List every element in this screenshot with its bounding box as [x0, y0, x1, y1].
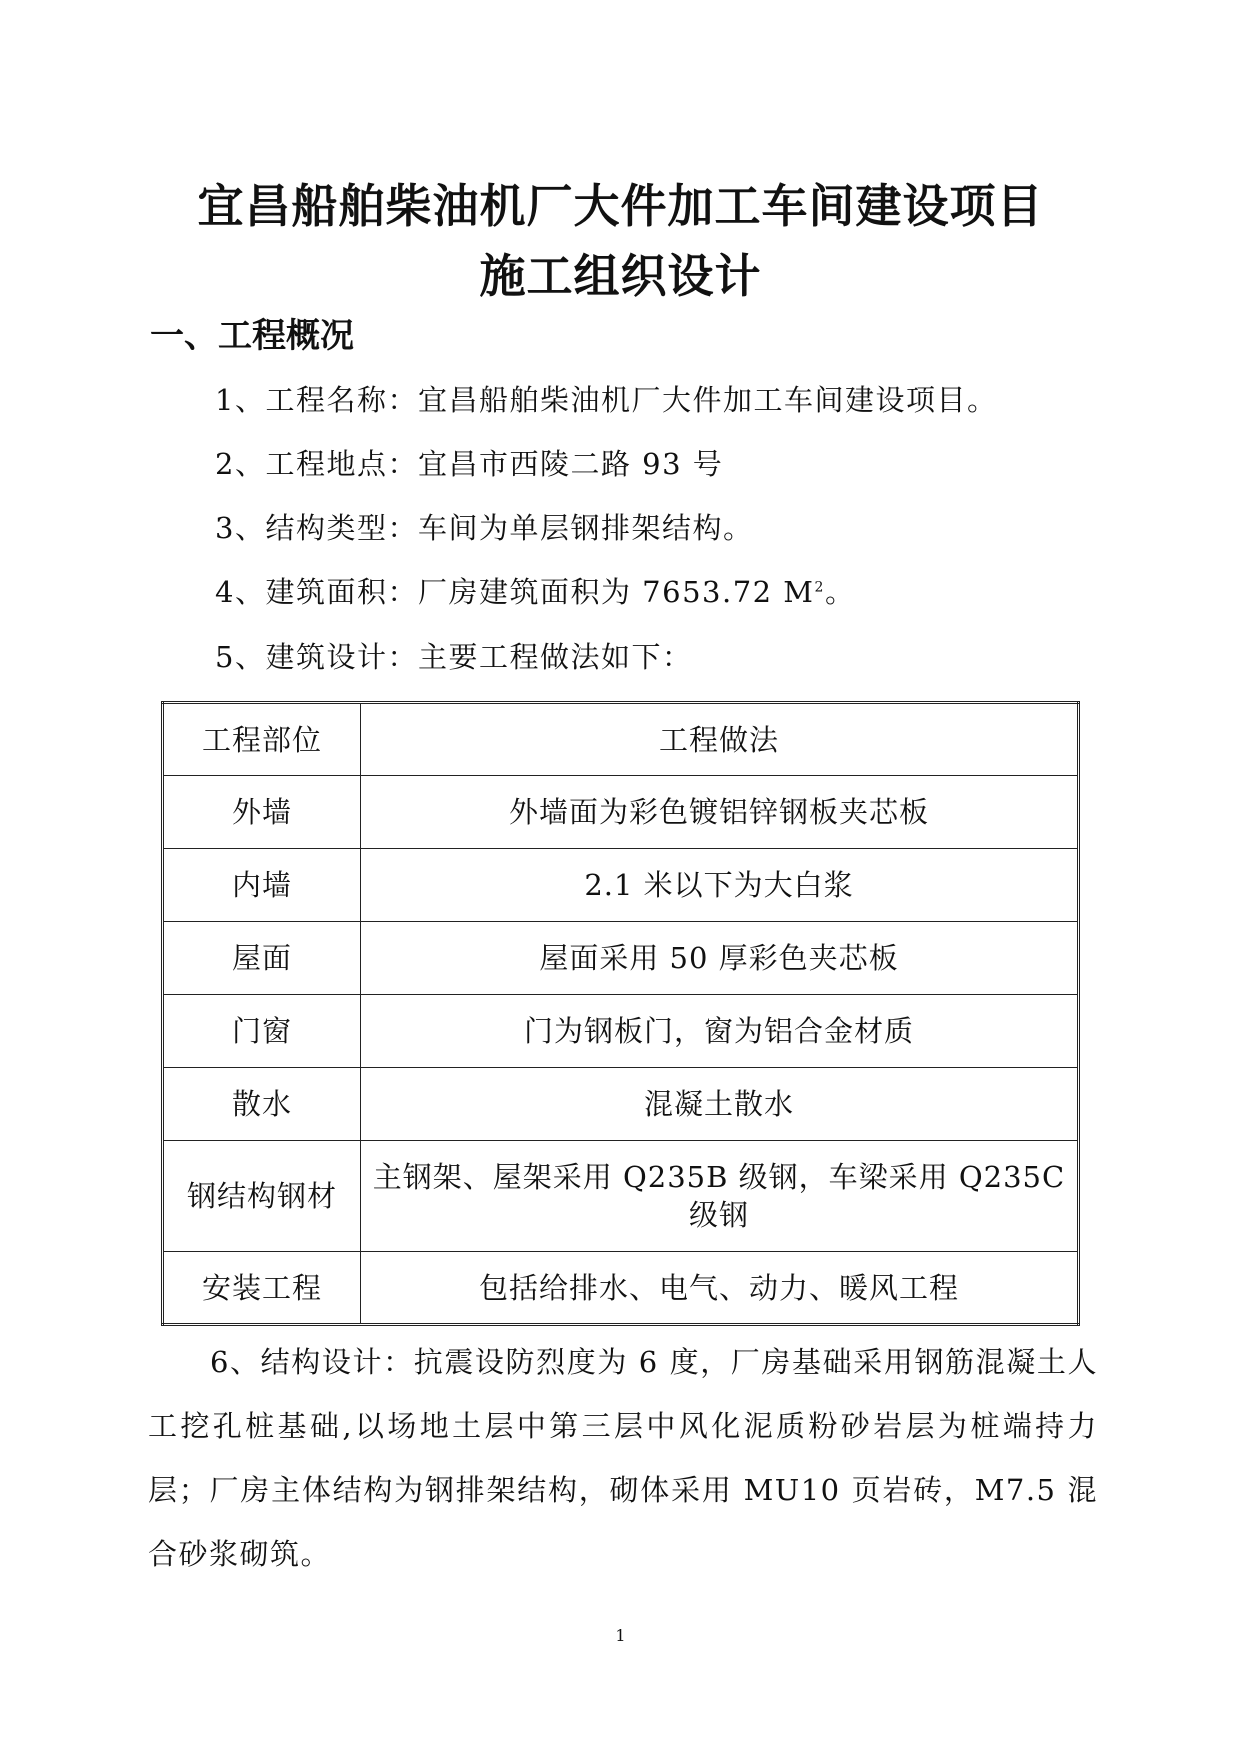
item-label: 5、建筑设计： — [215, 640, 418, 674]
item-architectural-design — [215, 635, 692, 676]
item-value: 宜昌市西陵二路 93 号 — [417, 447, 724, 481]
item-label: 4、建筑面积： — [215, 575, 418, 609]
structural-design-paragraph: 6、结构设计：抗震设防烈度为 6 度，厂房基础采用钢筋混凝土人工挖孔桩基础,以场地土层中第三层中风化泥质粉砂岩层为桩端持力层；厂房主体结构为钢排架结构，砌体采用 MU10 页岩砖，M7.5 混合砂浆砌筑。 — [148, 1345, 1098, 1571]
table-cell-part: 外墙 — [163, 776, 361, 849]
section-heading: 一、工程概况 — [150, 316, 354, 356]
item-label: 1、工程名称： — [215, 383, 418, 417]
table-cell-part: 门窗 — [163, 995, 361, 1068]
item-value: 主要工程做法如下： — [417, 640, 693, 674]
construction-methods-table — [161, 701, 1080, 1326]
document-title-line1: 宜昌船舶柴油机厂大件加工车间建设项目 — [197, 179, 1044, 233]
page-number: 1 — [615, 1626, 626, 1645]
table-cell-method: 混凝土散水 — [361, 1068, 1079, 1141]
table-cell-method: 2.1 米以下为大白浆 — [361, 849, 1079, 922]
table-row — [163, 1141, 1079, 1252]
table-header-row — [163, 703, 1079, 776]
table-cell-part: 内墙 — [163, 849, 361, 922]
table-cell-part: 钢结构钢材 — [163, 1141, 361, 1252]
item-label: 3、结构类型： — [215, 511, 418, 545]
area-unit-superscript: 2 — [814, 579, 825, 596]
table-row — [163, 995, 1079, 1068]
table-row — [163, 1068, 1079, 1141]
item-project-name — [215, 378, 997, 419]
item-value: 厂房建筑面积为 7653.72 M — [417, 575, 815, 609]
item-value: 车间为单层钢排架结构。 — [417, 511, 754, 545]
item-tail: 。 — [824, 575, 856, 609]
item-project-location — [215, 442, 723, 483]
item-value: 宜昌船舶柴油机厂大件加工车间建设项目。 — [417, 383, 998, 417]
item-building-area — [215, 570, 855, 611]
table-header-method: 工程做法 — [361, 703, 1079, 776]
table-row — [163, 849, 1079, 922]
table-cell-method: 门为钢板门，窗为铝合金材质 — [361, 995, 1079, 1068]
table-cell-part: 安装工程 — [163, 1252, 361, 1325]
table-cell-part: 散水 — [163, 1068, 361, 1141]
table-row — [163, 922, 1079, 995]
table-header-part: 工程部位 — [163, 703, 361, 776]
item-structure-type — [215, 506, 753, 547]
table-row — [163, 776, 1079, 849]
table-cell-part: 屋面 — [163, 922, 361, 995]
table-cell-method: 屋面采用 50 厚彩色夹芯板 — [361, 922, 1079, 995]
item-label: 2、工程地点： — [215, 447, 418, 481]
table-row — [163, 1252, 1079, 1325]
table-cell-method: 外墙面为彩色镀铝锌钢板夹芯板 — [361, 776, 1079, 849]
document-title-line2: 施工组织设计 — [479, 249, 762, 303]
table-cell-method: 包括给排水、电气、动力、暖风工程 — [361, 1252, 1079, 1325]
table-cell-method: 主钢架、屋架采用 Q235B 级钢，车梁采用 Q235C 级钢 — [361, 1141, 1079, 1252]
